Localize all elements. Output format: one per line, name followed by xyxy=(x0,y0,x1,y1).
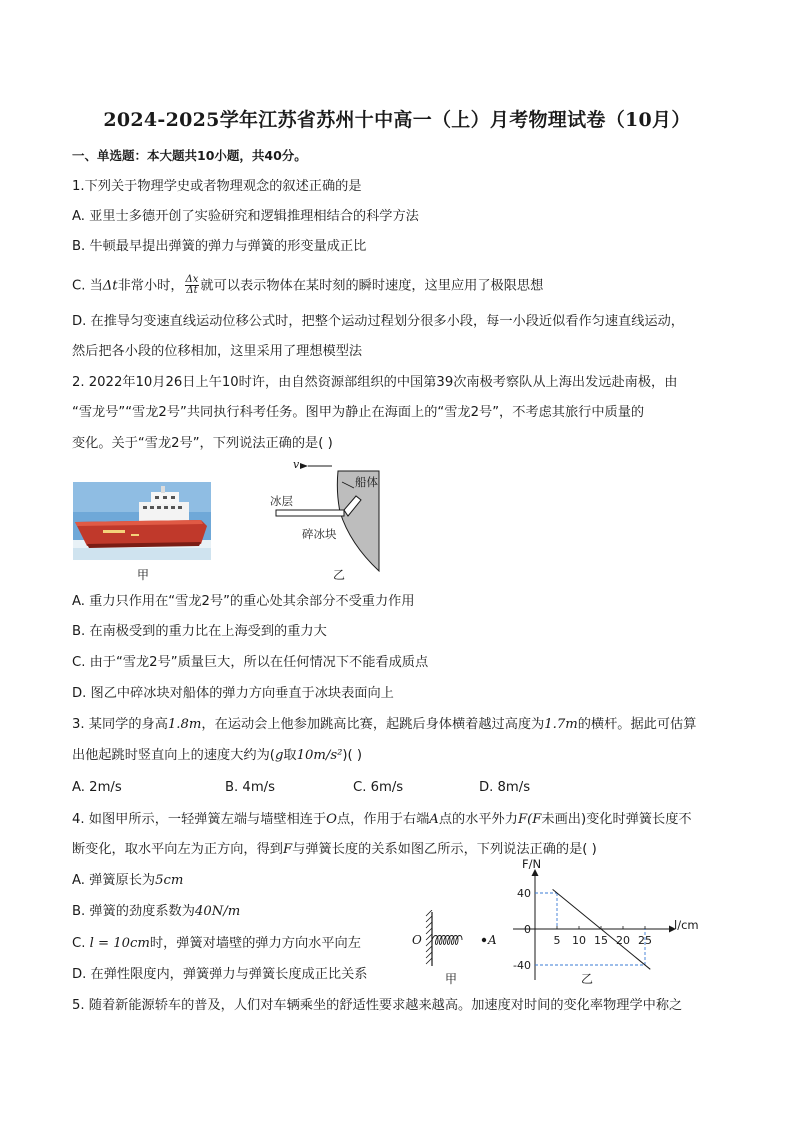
q4-b-text: B. 弹簧的劲度系数为 xyxy=(72,904,195,919)
q3-text-a: 3. 某同学的身高 xyxy=(72,717,168,732)
chart-x-tick-label-0: 5 xyxy=(553,934,561,947)
q4-option-d: D. 在弹性限度内，弹簧弹力与弹簧长度成正比关系 xyxy=(72,967,368,982)
q3-option-d: D. 8m/s xyxy=(479,780,531,795)
q2-stem-line2: “雪龙号”“雪龙2号”共同执行科考任务。图甲为静止在海面上的“雪龙2号”，不考虑其旅行中质量的 xyxy=(72,405,645,420)
chart-y-tick-label-0: 40 xyxy=(517,887,531,900)
q2-stem-line1: 2. 2022年10月26日上午10时许，由自然资源部组织的中国第39次南极考察队从上海出发远赴南极，由 xyxy=(72,375,678,390)
chart-y-tick-label-1: 0 xyxy=(524,923,531,936)
q1-c-prefix: C. 当 xyxy=(72,278,103,294)
q4-option-a xyxy=(72,871,183,891)
ship-photo xyxy=(73,482,211,560)
q3-stem-line1 xyxy=(72,715,696,735)
q3-height-person: 1.8m xyxy=(167,717,202,732)
q1-c-frac-den: Δt xyxy=(186,285,198,296)
q2-option-a: A. 重力只作用在“雪龙2号”的重心处其余部分不受重力作用 xyxy=(72,594,415,609)
q1-option-d-line2: 然后把各小段的位移相加，这里采用了理想模型法 xyxy=(72,344,363,359)
q4-b-value: 40N/m xyxy=(194,904,241,919)
q1-option-a: A. 亚里士多德开创了实验研究和逻辑推理相结合的科学方法 xyxy=(72,209,419,224)
q4-option-b xyxy=(72,902,240,922)
spring-fig-caption: 甲 xyxy=(445,972,458,986)
q2-option-c: C. 由于“雪龙2号”质量巨大，所以在任何情况下不能看成质点 xyxy=(72,655,429,670)
q1-stem: 1.下列关于物理学史或者物理观念的叙述正确的是 xyxy=(72,179,362,194)
chart-y-axis-label: F/N xyxy=(522,857,542,871)
q1-c-var: Δt xyxy=(102,278,118,294)
q4-c-text: 时，弹簧对墙壁的弹力方向水平向左 xyxy=(149,936,361,951)
q1-c-frac-num: Δx xyxy=(185,274,199,285)
q4-c-value: l = 10cm xyxy=(89,936,150,951)
q4-text-b: 点，作用于右端 xyxy=(336,812,430,827)
q4-force-f2: F xyxy=(283,842,293,857)
q3-option-b: B. 4m/s xyxy=(225,780,275,795)
q4-text-c: 点的水平外力 xyxy=(438,812,518,827)
q4-text-e: 断变化，取水平向左为正方向，得到 xyxy=(72,842,283,857)
q5-stem-line1: 5. 随着新能源轿车的普及，人们对车辆乘坐的舒适性要求越来越高。加速度对时间的变化率物理学中称之 xyxy=(72,998,683,1013)
q4-force-f: F(F xyxy=(517,812,542,827)
q4-stem-line1 xyxy=(72,810,692,830)
q1-c-mid: 非常小时， xyxy=(117,278,184,294)
chart-x-axis-label: l/cm xyxy=(674,918,699,932)
q3-text-e: 取 xyxy=(283,748,297,763)
q3-height-bar: 1.7m xyxy=(544,717,578,732)
section-header: 一、单选题：本大题共10小题，共40分。 xyxy=(72,148,307,163)
spring-point-a: A xyxy=(488,933,497,947)
q4-point-a: A xyxy=(429,812,439,827)
q1-option-b: B. 牛顿最早提出弹簧的弹力与弹簧的形变量成正比 xyxy=(72,239,367,254)
q3-option-c: C. 6m/s xyxy=(353,780,404,795)
q3-text-d: 出他起跳时竖直向上的速度大约为( xyxy=(72,748,275,763)
chart-y-tick-label-2: -40 xyxy=(513,959,531,972)
q4-text-d: 未画出)变化时弹簧长度不 xyxy=(541,812,692,827)
q4-a-text: A. 弹簧原长为 xyxy=(72,873,156,888)
q4-point-o: O xyxy=(326,812,337,827)
spring-point-o: O xyxy=(412,933,422,947)
chart-x-tick-label-3: 20 xyxy=(616,934,630,947)
q3-stem-line2 xyxy=(72,746,362,766)
q3-text-f: )( ) xyxy=(342,748,363,763)
fig-yi-broken-ice-label: 碎冰块 xyxy=(302,527,337,541)
fig-yi-hull-label: 船体 xyxy=(355,475,378,489)
fig-yi-v-label: v xyxy=(293,458,300,471)
chart-x-tick-label-1: 10 xyxy=(572,934,586,947)
q1-option-c xyxy=(72,275,543,297)
q4-option-c xyxy=(72,934,361,954)
q4-a-value: 5cm xyxy=(155,873,184,888)
q3-text-b: ，在运动会上他参加跳高比赛，起跳后身体横着越过高度为 xyxy=(201,717,545,732)
page-title: 2024-2025学年江苏省苏州十中高一（上）月考物理试卷（10月） xyxy=(103,109,691,131)
fig-yi-ice-label: 冰层 xyxy=(270,494,293,508)
q2-option-b: B. 在南极受到的重力比在上海受到的重力大 xyxy=(72,624,327,639)
q3-option-a: A. 2m/s xyxy=(72,780,122,795)
fig-jia-caption: 甲 xyxy=(137,568,150,582)
chart-x-tick-label-4: 25 xyxy=(638,934,652,947)
q1-c-fraction xyxy=(185,275,200,296)
q3-g-value: 10m/s² xyxy=(296,748,343,763)
q1-c-post: 就可以表示物体在某时刻的瞬时速度，这里应用了极限思想 xyxy=(200,278,544,294)
q4-text-a: 4. 如图甲所示，一轻弹簧左端与墙壁相连于 xyxy=(72,812,327,827)
q4-c-prefix: C. xyxy=(72,936,90,951)
q3-g-symbol: g xyxy=(274,748,284,763)
q2-option-d: D. 图乙中碎冰块对船体的弹力方向垂直于冰块表面向上 xyxy=(72,686,394,701)
q2-stem-line3: 变化。关于“雪龙2号”，下列说法正确的是( ) xyxy=(72,436,333,451)
spring-diagram xyxy=(412,910,496,968)
fig-yi-caption: 乙 xyxy=(333,568,346,582)
q4-text-f: 与弹簧长度的关系如图乙所示，下列说法正确的是( ) xyxy=(292,842,597,857)
q3-options xyxy=(72,778,672,798)
q3-text-c: 的横杆。据此可估算 xyxy=(577,717,697,732)
q1-option-d-line1: D. 在推导匀变速直线运动位移公式时，把整个运动过程划分很多小段，每一小段近似看作匀速直线运动， xyxy=(72,314,684,329)
chart-x-tick-label-2: 15 xyxy=(594,934,608,947)
chart-fig-caption: 乙 xyxy=(581,972,594,986)
